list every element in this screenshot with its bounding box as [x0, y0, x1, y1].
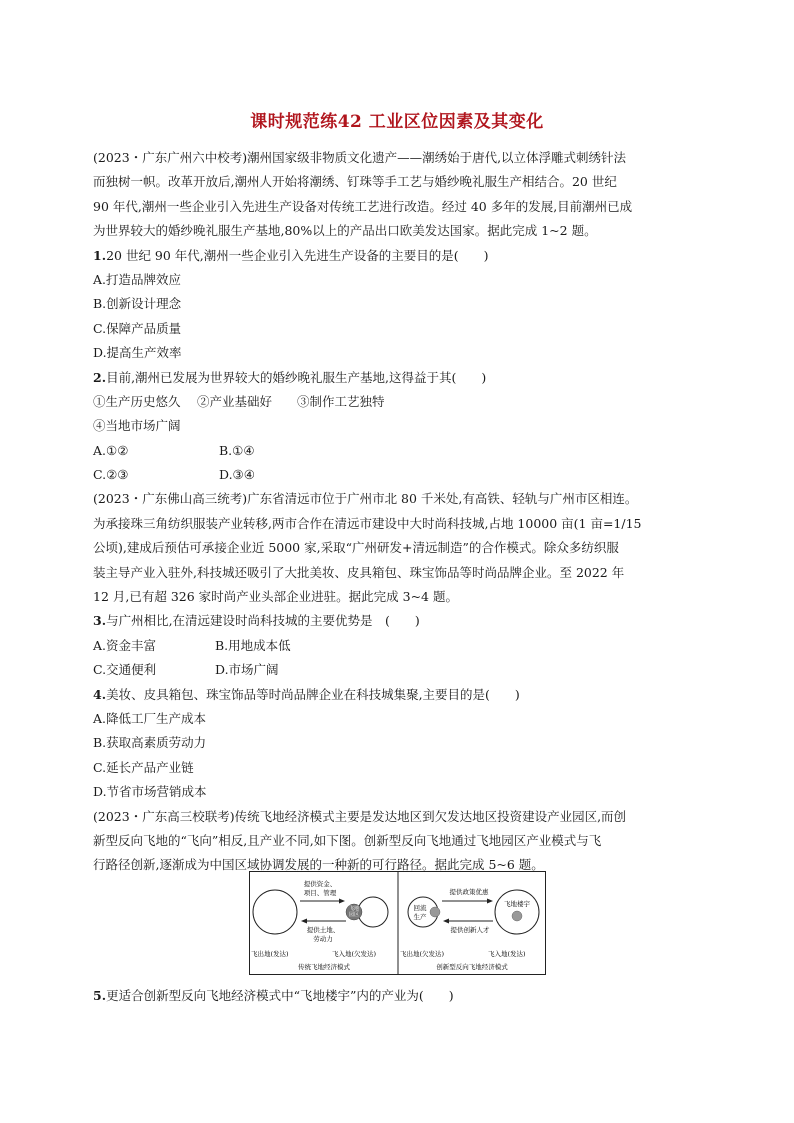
passage-line: 90 年代,潮州一些企业引入先进生产设备对传统工艺进行改造。经过 40 多年的发展,目前潮州已成 — [93, 198, 633, 214]
choice-item: ④当地市场广阔 — [93, 418, 181, 434]
option-a: A.降低工厂生产成本 — [93, 710, 207, 726]
label-fly-in: 飞入地(欠发达) — [332, 950, 377, 958]
question-number: 5. — [93, 988, 107, 1003]
label-fly-out: 飞出地(发达) — [251, 950, 289, 958]
question-stem: 目前,潮州已发展为世界较大的婚纱晚礼服生产基地,这得益于其( ) — [106, 369, 487, 385]
question-stem: 20 世纪 90 年代,潮州一些企业引入先进生产设备的主要目的是( ) — [106, 247, 489, 263]
passage-line: (2023・广东佛山高三统考)广东省清远市位于广州市北 80 千米处,有高铁、轻轨与广州市区相连。 — [93, 491, 638, 507]
return-label-1: 回流 — [413, 904, 427, 912]
choice-item: ①生产历史悠久 — [93, 393, 181, 409]
flying-land-diagram — [249, 871, 546, 975]
question-stem: 更适合创新型反向飞地经济模式中“飞地楼宇”内的产业为( ) — [106, 988, 454, 1003]
caption-innovative: 创新型反向飞地经济模式 — [436, 963, 508, 971]
question-stem: 美妆、皮具箱包、珠宝饰品等时尚品牌企业在科技城集聚,主要目的是( ) — [106, 686, 520, 702]
passage-line: (2023・广东高三校联考)传统飞地经济模式主要是发达地区到欠发达地区投资建设产业园区,而创 — [93, 808, 627, 824]
option-a: A.资金丰富 — [93, 637, 157, 653]
option-a: A.打造品牌效应 — [93, 271, 182, 287]
question-3 — [93, 609, 733, 633]
question-number: 2. — [93, 369, 107, 385]
question-stem: 与广州相比,在清远建设时尚科技城的主要优势是 ( ) — [106, 613, 420, 629]
option-c: C.②③ — [93, 467, 129, 483]
small-circle — [358, 897, 388, 927]
options-row — [93, 439, 733, 463]
caption-traditional: 传统飞地经济模式 — [298, 963, 350, 971]
options-row — [93, 463, 733, 487]
arrowhead-right — [339, 899, 345, 904]
diagram-svg — [250, 872, 545, 974]
passage-line: 公顷),建成后预估可承接企业近 5000 家,采取“广州研发+清远制造”的合作模式。除众多纺织服 — [93, 540, 619, 556]
choice-items-row — [93, 390, 733, 414]
option-b: B.获取高素质劳动力 — [93, 735, 207, 751]
arrow-top-label-1: 提供资金、 — [303, 880, 337, 888]
option-d: D.提高生产效率 — [93, 345, 182, 361]
tower-dot — [512, 911, 522, 921]
passage-2 — [93, 487, 733, 609]
option-b: B.创新设计理念 — [93, 296, 182, 312]
arrowhead-left — [443, 919, 449, 924]
option-d: D.节省市场营销成本 — [93, 784, 207, 800]
question-1 — [93, 244, 733, 268]
park-label-1: 飞地 — [348, 906, 360, 912]
passage-line: 为承接珠三角纺织服装产业转移,两市合作在清远市建设中大时尚科技城,占地 10000 亩(1 亩=1/15 — [93, 515, 642, 531]
options-row — [93, 634, 733, 658]
arrow-bottom-label-2: 劳动力 — [313, 935, 333, 943]
choice-item: ③制作工艺独特 — [297, 393, 385, 409]
option-b: B.①④ — [219, 442, 255, 458]
arrowhead-left — [301, 919, 307, 924]
park-label-2: 园区 — [348, 912, 360, 918]
exercise-content — [93, 146, 733, 878]
question-2 — [93, 366, 733, 390]
label-fly-in: 飞入地(发达) — [488, 950, 526, 958]
passage-line: 而独树一帜。改革开放后,潮州人开始将潮绣、钉珠等手工艺与婚纱晚礼服生产相结合。20 世纪 — [93, 174, 617, 190]
passage-line: 行路径创新,逐渐成为中国区域协调发展的一种新的可行路径。据此完成 5~6 题。 — [93, 857, 544, 873]
arrow-bottom-label: 提供创新人才 — [450, 926, 490, 934]
arrow-top-label-2: 项目、管理 — [303, 889, 337, 897]
question-number: 1. — [93, 247, 107, 263]
question-number: 4. — [93, 686, 107, 702]
passage-1 — [93, 146, 733, 244]
return-dot — [430, 907, 440, 917]
option-d: D.③④ — [219, 467, 255, 483]
passage-line: 装主导产业入驻外,科技城还吸引了大批美妆、皮具箱包、珠宝饰品等时尚品牌企业。至 2022 年 — [93, 564, 625, 580]
passage-3 — [93, 805, 733, 878]
big-circle — [253, 890, 297, 934]
label-fly-out: 飞出地(欠发达) — [400, 950, 445, 958]
option-c: C.交通便利 — [93, 662, 157, 678]
options-row — [93, 658, 733, 682]
passage-line: 12 月,已有超 326 家时尚产业头部企业进驻。据此完成 3~4 题。 — [93, 589, 458, 605]
passage-line: 新型反向飞地的“飞向”相反,且产业不同,如下图。创新型反向飞地通过飞地园区产业模式与飞 — [93, 832, 602, 848]
question-5 — [93, 984, 733, 1008]
option-a: A.①② — [93, 442, 129, 458]
option-b: B.用地成本低 — [215, 637, 291, 653]
page-title: 课时规范练42 工业区位因素及其变化 — [250, 112, 544, 132]
arrow-top-label: 提供政策优惠 — [449, 888, 489, 896]
passage-line: (2023・广东广州六中校考)潮州国家级非物质文化遗产——潮绣始于唐代,以立体浮雕式刺绣针法 — [93, 150, 627, 165]
option-c: C.保障产品质量 — [93, 320, 182, 336]
return-label-2: 生产 — [413, 913, 427, 921]
choice-item: ②产业基础好 — [197, 393, 273, 409]
question-4 — [93, 683, 733, 707]
question-5-block — [93, 984, 733, 1008]
arrowhead-right — [487, 899, 493, 904]
option-c: C.延长产品产业链 — [93, 759, 194, 775]
question-number: 3. — [93, 613, 107, 629]
tower-label: 飞地楼宇 — [504, 900, 530, 908]
arrow-bottom-label-1: 提供土地、 — [306, 926, 340, 934]
option-d: D.市场广阔 — [215, 662, 279, 678]
passage-line: 为世界较大的婚纱晚礼服生产基地,80%以上的产品出口欧美发达国家。据此完成 1~2 题。 — [93, 223, 597, 239]
